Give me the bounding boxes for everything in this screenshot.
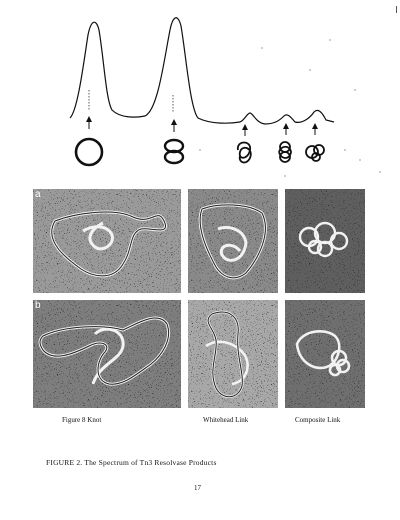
micrograph-b-whitehead-link — [188, 300, 278, 408]
micrograph-a-whitehead-link — [188, 189, 278, 293]
column-label-composite-link: Composite Link — [295, 416, 341, 424]
micrograph-b-composite-link — [285, 300, 365, 408]
panel-letter-a: a — [35, 189, 41, 200]
figure-eight-knot-icon — [238, 143, 251, 163]
whitehead-link-icon — [279, 142, 291, 162]
densitometry-trace — [70, 18, 334, 124]
catenane-icon — [165, 140, 183, 163]
composite-link-icon — [306, 145, 324, 161]
panel-letter-b: b — [35, 300, 41, 311]
peak-markers — [89, 90, 173, 112]
page-number: 17 — [194, 484, 201, 492]
micrograph-a-composite-link — [285, 189, 365, 293]
column-label-figure-eight-knot: Figure 8 Knot — [62, 416, 102, 424]
unknot-icon — [76, 139, 102, 165]
figure-caption: FIGURE 2. The Spectrum of Tn3 Resolvase Products — [46, 458, 217, 467]
arrow-icons — [86, 116, 318, 136]
gel-trace-diagram — [0, 0, 400, 185]
column-label-whitehead-link: Whitehead Link — [203, 416, 249, 424]
micrograph-b-figure-eight-knot — [33, 300, 181, 408]
micrograph-a-figure-eight-knot — [33, 189, 181, 293]
